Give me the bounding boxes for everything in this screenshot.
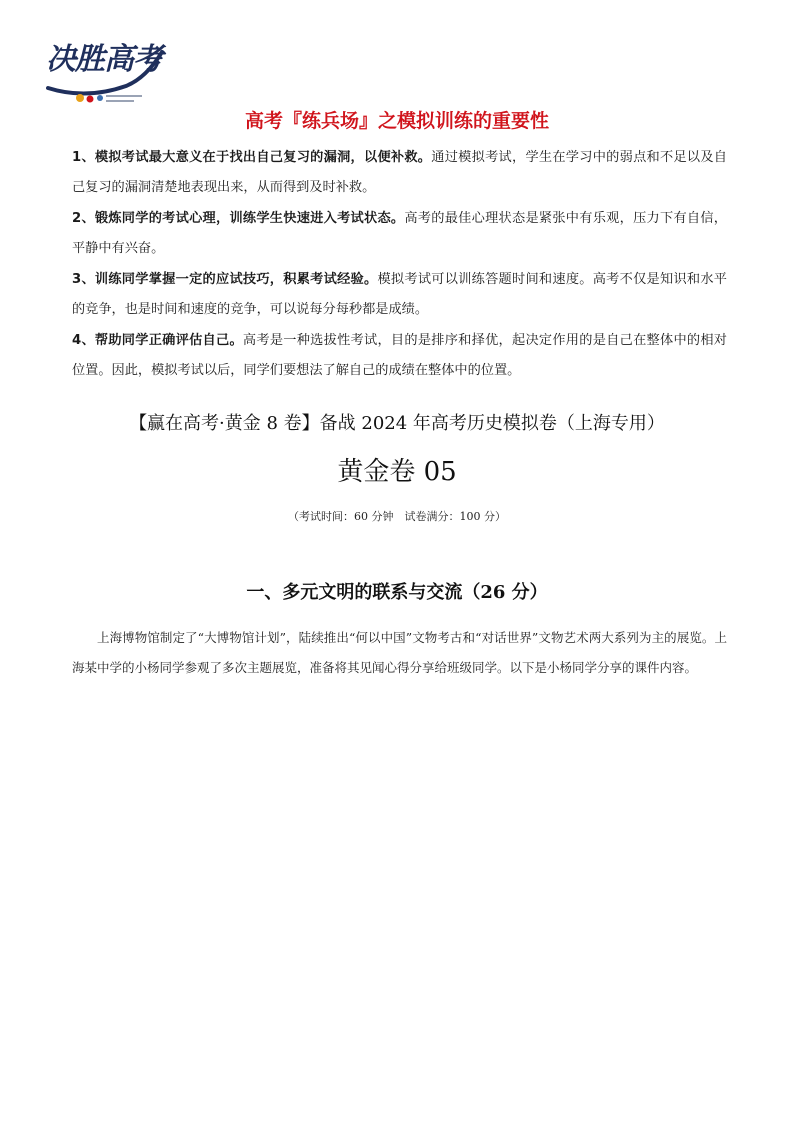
point-body: 高考的最佳心理状态是紧张中有乐观，压力下有自信，平静中有兴奋。 [72,211,727,256]
point-lead: 2、锻炼同学的考试心理，训练学生快速进入考试状态。 [72,211,405,226]
point-body: 通过模拟考试，学生在学习中的弱点和不足以及自己复习的漏洞清楚地表现出来，从而得到及时补救。 [72,150,727,195]
point-lead: 4、帮助同学正确评估自己。 [72,333,243,348]
brand-logo [46,38,164,108]
intro-title: 高考『练兵场』之模拟训练的重要性 [244,110,549,132]
logo-swoosh-icon [46,38,164,108]
point-lead: 3、训练同学掌握一定的应试技巧，积累考试经验。 [72,272,378,287]
section-title: 一、多元文明的联系与交流（26 分） [246,582,548,603]
intro-points [72,143,727,387]
exam-title: 黄金卷 05 [337,457,457,487]
intro-point-4 [72,326,727,385]
point-body: 模拟考试可以训练答题时间和速度。高考不仅是知识和水平的竞争，也是时间和速度的竞争，可以说每分每秒都是成绩。 [72,272,727,317]
point-body: 高考是一种选拔性考试，目的是排序和择优，起决定作用的是自己在整体中的相对位置。因此，模拟考试以后，同学们要想法了解自己的成绩在整体中的位置。 [72,333,727,378]
section-passage: 上海博物馆制定了“大博物馆计划”，陆续推出“何以中国”文物考古和“对话世界”文物艺术两大系列为主的展览。上海某中学的小杨同学参观了多次主题展览，准备将其见闻心得分享给班级同学。以下是小杨同学分享的课件内容。 [72,630,727,675]
intro-point-2 [72,204,727,263]
exam-meta: （考试时间：60 分钟 试卷满分：100 分） [288,510,506,523]
intro-point-3 [72,265,727,324]
intro-point-1 [72,143,727,202]
logo-text: 决胜高考 [46,42,162,77]
exam-header: 【赢在高考·黄金 8 卷】备战 2024 年高考历史模拟卷（上海专用） [129,413,665,434]
point-lead: 1、模拟考试最大意义在于找出自己复习的漏洞，以便补救。 [72,150,432,165]
